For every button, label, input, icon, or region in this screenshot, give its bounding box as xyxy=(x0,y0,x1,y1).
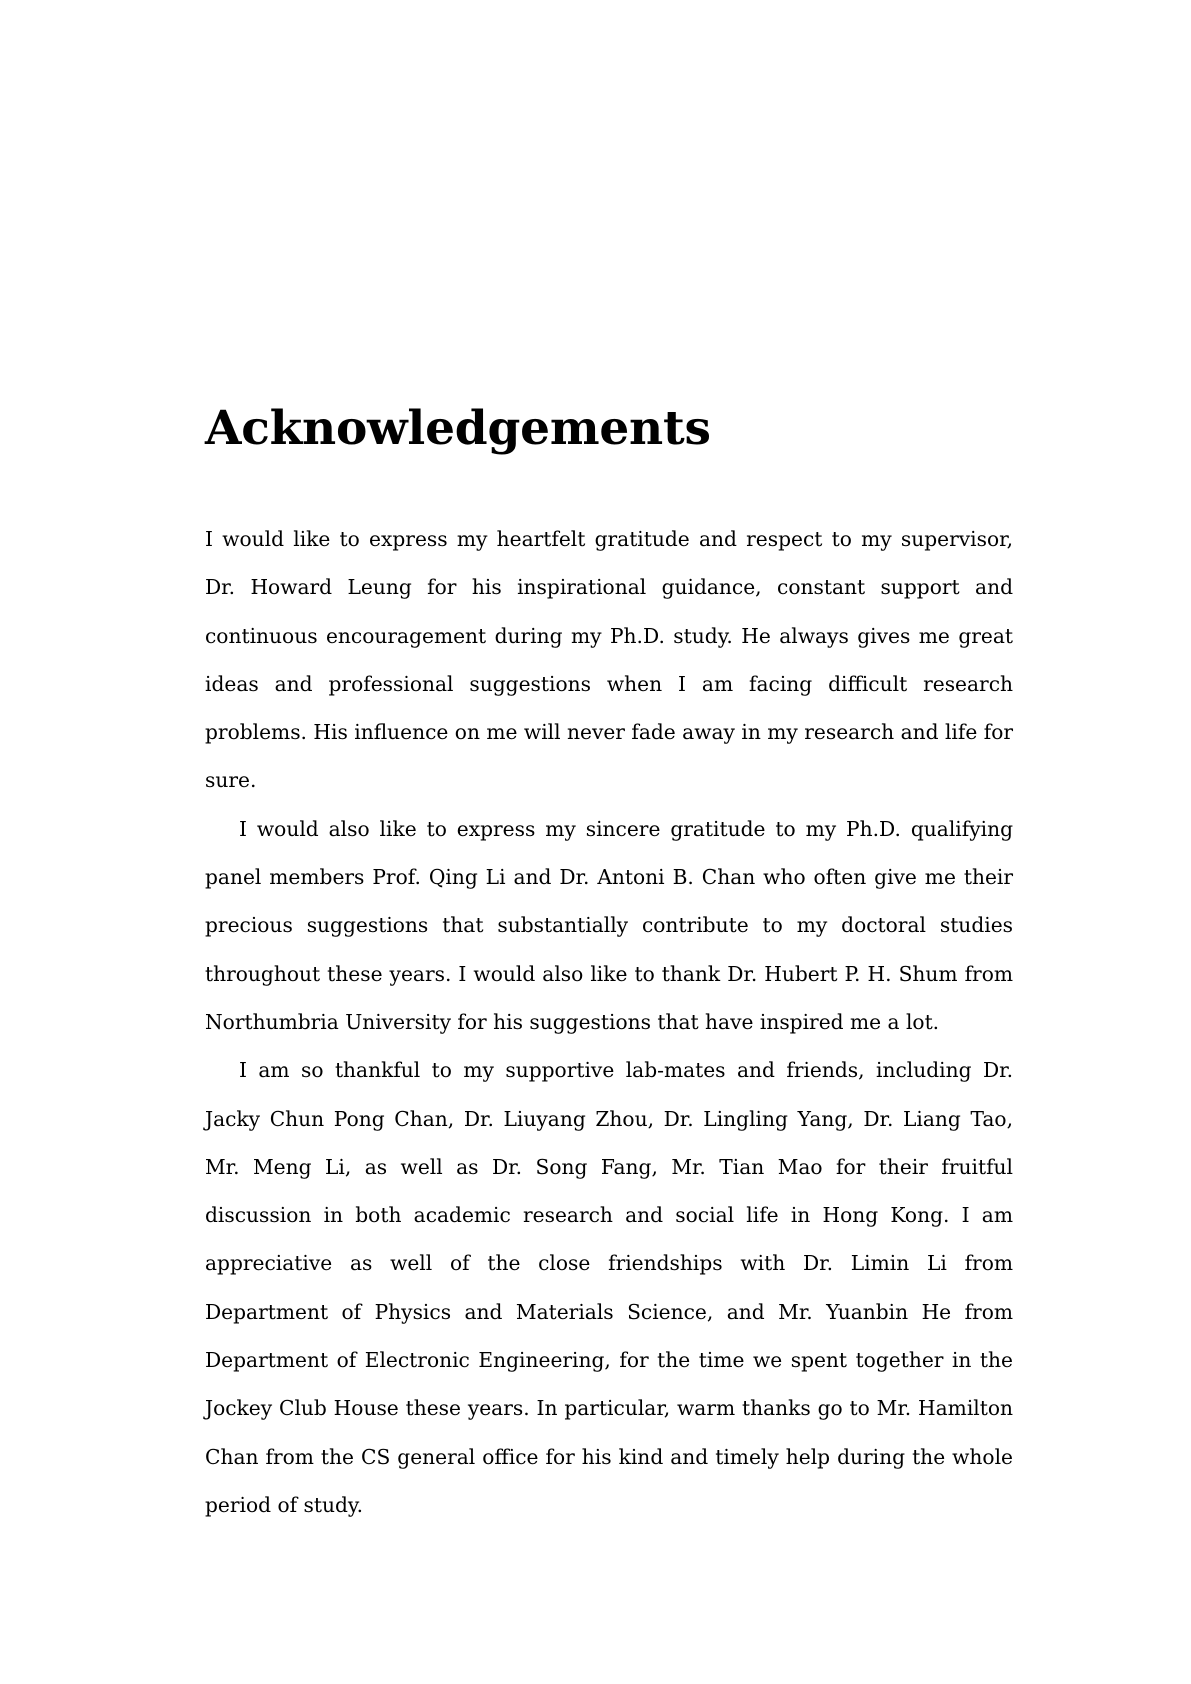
paragraph-labmates-and-friends: I am so thankful to my supportive lab-mates and friends, including Dr. Jacky Chun Pong Chan, Dr. Liuyang Zhou, Dr. Lingling Yang, Dr. Liang Tao, Mr. Meng Li, as well as Dr. Song Fang, Mr. Tian Mao for their fruitful discussion in both academic research and social life in Hong Kong. I am appreciative as well of the close friendships with Dr. Limin Li from Department of Physics and Materials Science, and Mr. Yuanbin He from Department of Electronic Engineering, for the time we spent together in the Jockey Club House these years. In particular, warm thanks go to Mr. Hamilton Chan from the CS general office for his kind and timely help during the whole period of study. xyxy=(205,1058,1013,1517)
paragraph-qualifying-panel: I would also like to express my sincere gratitude to my Ph.D. qualifying panel members Prof. Qing Li and Dr. Antoni B. Chan who often give me their precious suggestions that substantially contribute to my doctoral studies throughout these years. I would also like to thank Dr. Hubert P. H. Shum from Northumbria University for his suggestions that have inspired me a lot. xyxy=(205,816,1013,1034)
page-title: Acknowledgements xyxy=(205,401,711,457)
acknowledgements-body xyxy=(205,515,1013,1529)
paragraph-supervisor: I would like to express my heartfelt gratitude and respect to my supervisor, Dr. Howard Leung for his inspirational guidance, constant support and continuous encouragement during my Ph.D. study. He always gives me great ideas and professional suggestions when I am facing difficult research problems. His influence on me will never fade away in my research and life for sure. xyxy=(205,527,1013,793)
